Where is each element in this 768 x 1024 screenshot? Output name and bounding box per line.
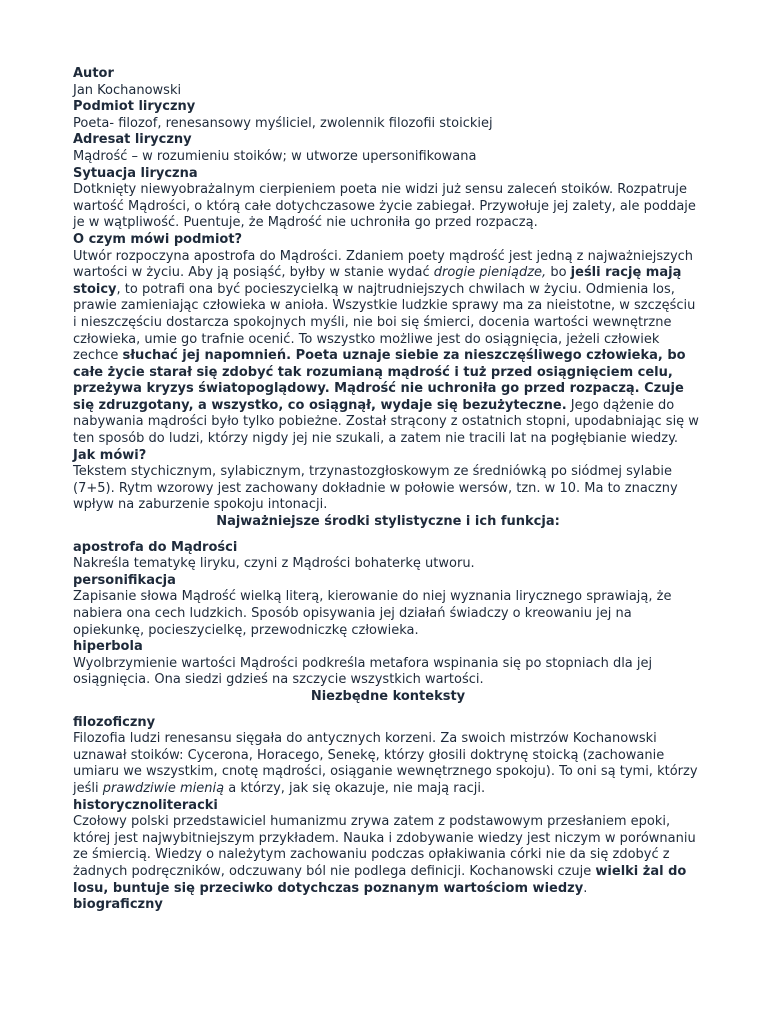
heading-konteksty: Niezbędne konteksty bbox=[310, 688, 466, 704]
text-historycznoliteracki: Czołowy polski przedstawiciel humanizmu zrywa zatem z podstawowym przesłaniem epoki, której jest najwybitniejszym przykładem. Nauka i zdobywanie wiedzy jest niczym w porównaniu ze śmiercią. Wiedzy o należytym zachowaniu podczas opłakiwania córki nie da się zdobyć z żadnych podręczników, odczuwany ból nie podlega definicji. Kochanowski czuje wielki żal do losu, buntuje się przeciwko dotychczas poznanym wartościom wiedzy. bbox=[73, 814, 696, 896]
text-o-czym-mowi: Utwór rozpoczyna apostrofa do Mądrości. Zdaniem poety mądrość jest jedną z najważniejszych wartości w życiu. Aby ją posiąść, byłby w stanie wydać drogie pieniądze, bo jeśli rację mają stoicy, to potrafi ona być pocieszycielką w najtrudniejszych chwilach w życiu. Odmienia los, prawie zamieniając człowieka w anioła. Wszystkie ludzkie sprawy ma za nieistotne, w szczęściu i nieszczęściu dostarcza spokojnych myśli, nie boi się śmierci, docenia wartości wewnętrzne człowieka, umie go trafnie ocenić. To wszystko możliwe jest do osiągnięcia, jeżeli człowiek zechce słuchać jej napomnień. Poeta uznaje siebie za nieszczęśliwego człowieka, bo całe życie starał się zdobyć tak rozumianą mądrość i tuż przed osiągnięciem celu, przeżywa kryzys światopoglądowy. Mądrość nie uchroniła go przed rozpaczą. Czuje się zdruzgotany, a wszystko, co osiągnął, wydaje się bezużyteczne. Jego dążenie do nabywania mądrości było tylko pobieżne. Został strącony z ostatnich stopni, upodabniając się w ten sposób do ludzi, którzy nigdy jej nie szukali, a zatem nie tracili lat na pogłębianie wiedzy. bbox=[73, 248, 699, 447]
text-autor: Jan Kochanowski bbox=[73, 82, 182, 98]
text-adresat: Mądrość – w rozumieniu stoików; w utworze upersonifikowana bbox=[73, 148, 477, 164]
heading-filozoficzny: filozoficzny bbox=[73, 714, 156, 730]
document-page bbox=[73, 66, 703, 914]
text-apostrofa: Nakreśla tematykę liryku, czyni z Mądrości bohaterkę utworu. bbox=[73, 556, 475, 572]
heading-historycznoliteracki: historycznoliteracki bbox=[73, 797, 218, 813]
heading-sytuacja: Sytuacja liryczna bbox=[73, 165, 198, 181]
text-filozoficzny: Filozofia ludzi renesansu sięgała do antycznych korzeni. Za swoich mistrzów Kochanowski uznawał stoików: Cycerona, Horacego, Senekę, którzy głosili doktrynę stoicką (zachowanie umiaru we wszystkim, cnotę mądrości, osiąganie wewnętrznego spokoju). To oni są tymi, którzy jeśli prawdziwie mienią a którzy, jak się okazuje, nie mają racji. bbox=[73, 731, 698, 796]
heading-autor: Autor bbox=[73, 66, 114, 81]
heading-podmiot: Podmiot liryczny bbox=[73, 99, 196, 115]
text-hiperbola: Wyolbrzymienie wartości Mądrości podkreśla metafora wspinania się po stopniach dla jej osiągnięcia. Ona siedzi gdzieś na szczycie wszystkich wartości. bbox=[73, 655, 653, 688]
heading-biograficzny: biograficzny bbox=[73, 897, 163, 913]
heading-adresat: Adresat liryczny bbox=[73, 132, 192, 148]
text-personifikacja: Zapisanie słowa Mądrość wielką literą, kierowanie do niej wyznania lirycznego sprawiają, że nabiera ona cech ludzkich. Sposób opisywania jej działań świadczy o kreowaniu jej na opiekunkę, pocieszycielkę, przewodniczkę człowieka. bbox=[73, 589, 672, 638]
text-podmiot: Poeta- filozof, renesansowy myśliciel, zwolennik filozofii stoickiej bbox=[73, 115, 493, 131]
text-jak-mowi: Tekstem stychicznym, sylabicznym, trzynastozgłoskowym ze średniówką po siódmej sylabie (7+5). Rytm wzorowy jest zachowany dokładnie w połowie wersów, tzn. w 10. Ma to znaczny wpływ na zaburzenie spokoju intonacji. bbox=[73, 464, 678, 513]
heading-jak-mowi: Jak mówi? bbox=[73, 447, 147, 463]
heading-srodki: Najważniejsze środki stylistyczne i ich funkcja: bbox=[216, 514, 560, 530]
heading-apostrofa: apostrofa do Mądrości bbox=[73, 539, 238, 555]
heading-hiperbola: hiperbola bbox=[73, 639, 143, 655]
heading-personifikacja: personifikacja bbox=[73, 572, 176, 588]
heading-o-czym-mowi: O czym mówi podmiot? bbox=[73, 231, 243, 247]
text-sytuacja: Dotknięty niewyobrażalnym cierpieniem poeta nie widzi już sensu zaleceń stoików. Rozpatruje wartość Mądrości, o którą całe dotychczasowe życie zabiegał. Przywołuje jej zalety, ale poddaje je w wątpliwość. Puentuje, że Mądrość nie uchroniła go przed rozpaczą. bbox=[73, 182, 696, 231]
